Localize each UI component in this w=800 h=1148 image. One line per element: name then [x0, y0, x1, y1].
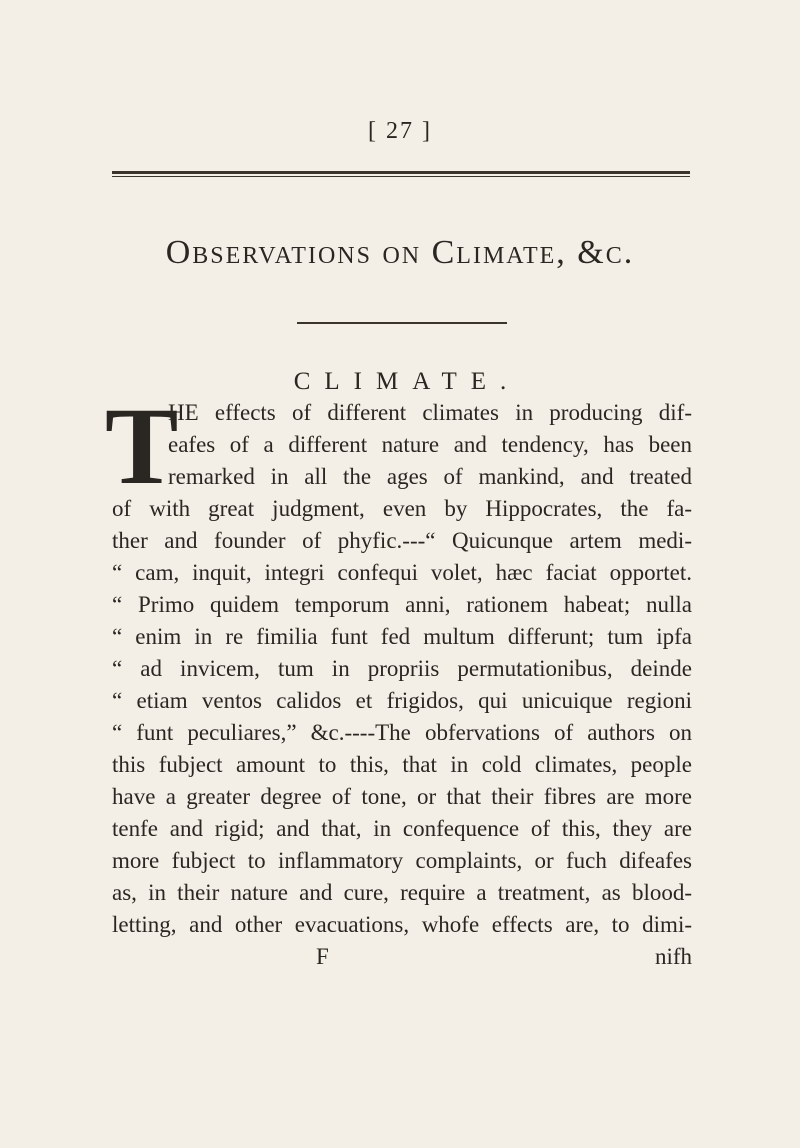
text-line: have a greater degree of tone, or that their fibres are more: [112, 784, 692, 809]
page-number: [ 27 ]: [368, 118, 432, 144]
text-line: “ Primo quidem temporum anni, rationem habeat; nulla: [112, 592, 692, 617]
drop-cap: T: [105, 385, 179, 507]
text-line: letting, and other evacuations, whofe effects are, to dimi-: [112, 912, 692, 937]
text-line: ther and founder of phyfic.---“ Quicunque artem medi-: [112, 528, 692, 553]
page-title: Observations on Climate, &c.: [165, 234, 635, 271]
text-line: of with great judgment, even by Hippocrates, the fa-: [112, 496, 692, 521]
text-line: “ cam, inquit, integri confequi volet, hæc faciat opportet.: [112, 560, 692, 585]
catchword: nifh: [654, 944, 692, 969]
text-line: remarked in all the ages of mankind, and treated: [168, 464, 692, 489]
text-line: more fubject to inflammatory complaints, or fuch difeafes: [112, 848, 692, 873]
text-line: tenfe and rigid; and that, in confequence of this, they are: [112, 816, 692, 841]
text-line: “ enim in re fimilia funt fed multum differunt; tum ipfa: [112, 624, 692, 649]
text-line: eafes of a different nature and tendency, has been: [168, 432, 692, 457]
section-heading: CLIMATE.: [293, 368, 521, 395]
header-rule: [112, 171, 690, 177]
signature-mark: F: [316, 944, 329, 969]
text-line: HE effects of different climates in producing dif-: [168, 400, 692, 425]
title-rule: [297, 322, 507, 324]
text-line: “ ad invicem, tum in propriis permutationibus, deinde: [112, 656, 692, 681]
text-line: “ funt peculiares,” &c.----The obfervations of authors on: [112, 720, 692, 745]
text-line: as, in their nature and cure, require a treatment, as blood-: [112, 880, 692, 905]
text-line: this fubject amount to this, that in cold climates, people: [112, 752, 692, 777]
text-line: “ etiam ventos calidos et frigidos, qui unicuique regioni: [112, 688, 692, 713]
